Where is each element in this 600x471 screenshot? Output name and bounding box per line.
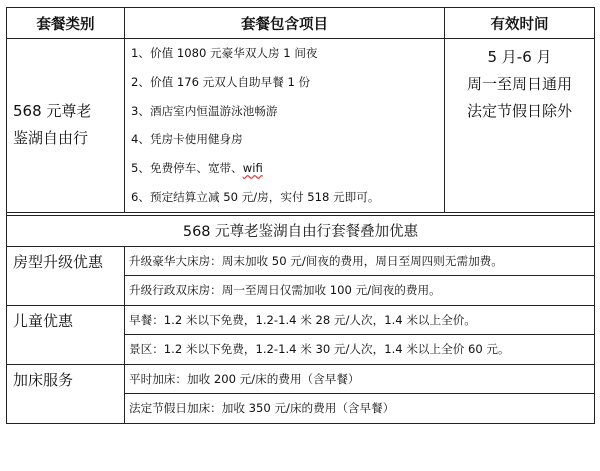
validity-cell	[445, 39, 595, 213]
package-items-cell	[125, 39, 445, 213]
validity-line-1: 5 月-6 月	[487, 48, 552, 66]
section-extrabed-label: 加床服务	[7, 364, 125, 423]
header-items: 套餐包含项目	[125, 8, 445, 39]
validity-line-2: 周一至周日通用	[466, 75, 572, 93]
header-row	[7, 8, 595, 39]
package-item-6: 6、预定结算立减 50 元/房，实付 518 元即可。	[131, 189, 380, 204]
package-item-5-text: 5、免费停车、宽带、	[131, 161, 243, 176]
package-name-cell	[7, 39, 125, 213]
package-name-line-1: 568 元尊老	[13, 102, 92, 121]
package-item-5	[125, 154, 444, 183]
section-upgrade-line-2: 升级行政双床房：周一至周日仅需加收 100 元/间夜的费用。	[125, 276, 595, 306]
package-row	[7, 39, 595, 213]
section-children-label: 儿童优惠	[7, 305, 125, 364]
package-item-5-wifi: wifi	[242, 161, 263, 176]
section-extrabed-line-1: 平时加床：加收 200 元/床的费用（含早餐）	[125, 364, 595, 394]
section-children-row-1	[7, 305, 595, 335]
section-children-line-2: 景区：1.2 米以下免费，1.2-1.4 米 30 元/人次，1.4 米以上全价 60 元。	[125, 335, 595, 365]
section-extrabed-line-2: 法定节假日加床：加收 350 元/床的费用（含早餐）	[125, 394, 595, 424]
package-item-2: 2、价值 176 元双人自助早餐 1 份	[131, 74, 311, 89]
header-category: 套餐类别	[7, 8, 125, 39]
section-extrabed-row-1	[7, 364, 595, 394]
section-upgrade-label: 房型升级优惠	[7, 246, 125, 305]
package-item-3: 3、酒店室内恒温游泳池畅游	[131, 103, 278, 118]
section-upgrade-row-1	[7, 246, 595, 276]
package-item-4: 4、凭房卡使用健身房	[131, 132, 243, 147]
package-item-1: 1、价值 1080 元豪华双人房 1 间夜	[131, 46, 318, 60]
offers-banner: 568 元尊老鉴湖自由行套餐叠加优惠	[7, 215, 595, 246]
package-table	[6, 7, 595, 424]
validity-line-3: 法定节假日除外	[466, 102, 572, 120]
banner-row	[7, 215, 595, 246]
section-upgrade-line-1: 升级豪华大床房：周末加收 50 元/间夜的费用，周日至周四则无需加费。	[125, 246, 595, 276]
package-name-line-2: 鉴湖自由行	[13, 129, 89, 148]
header-validity: 有效时间	[445, 8, 595, 39]
section-children-line-1: 早餐：1.2 米以下免费，1.2-1.4 米 28 元/人次，1.4 米以上全价。	[125, 305, 595, 335]
